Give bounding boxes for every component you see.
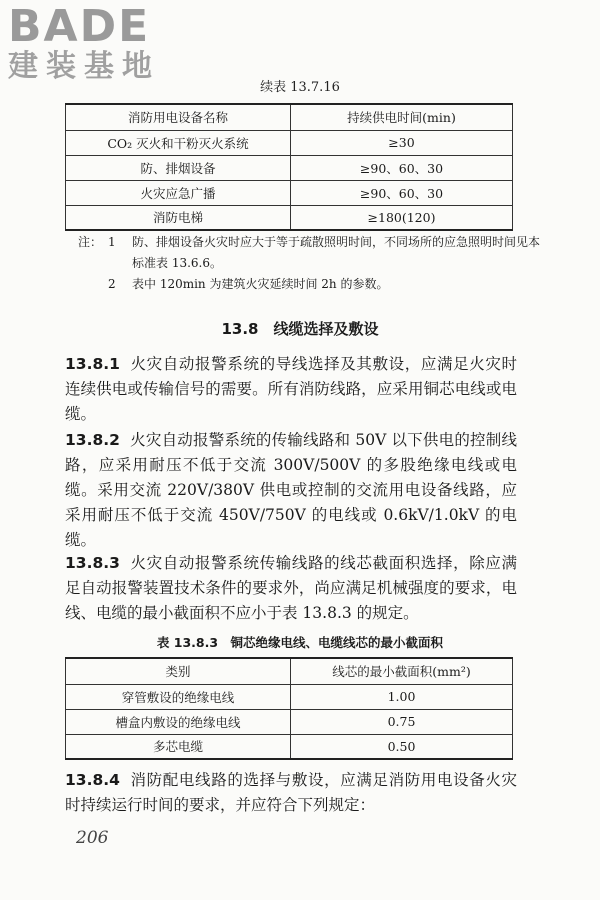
table-cell: 防、排烟设备 (66, 155, 291, 180)
table-row (66, 155, 513, 180)
clause-text: 消防配电线路的选择与敷设，应满足消防用电设备火灾时持续运行时间的要求，并应符合下列规定： (65, 771, 517, 814)
watermark-brand: BADE (8, 1, 151, 52)
table-cell: ≥90、60、30 (291, 180, 513, 205)
table-row (66, 684, 513, 709)
table-cell: 火灾应急广播 (66, 180, 291, 205)
table-header-cell: 线芯的最小截面积(mm²) (291, 658, 513, 684)
clause-number: 13.8.1 (65, 355, 120, 373)
note-lead: 注： (78, 235, 103, 249)
table-row (66, 130, 513, 155)
clause-13-8-4 (65, 768, 517, 818)
table-cell: 1.00 (291, 684, 513, 709)
clause-13-8-2 (65, 428, 517, 553)
clause-text: 火灾自动报警系统传输线路的线芯截面积选择，除应满足自动报警装置技术条件的要求外，尚应满足机械强度的要求，电线、电缆的最小截面积不应小于表 13.8.3 的规定。 (65, 554, 517, 622)
table-header-cell: 持续供电时间(min) (291, 104, 513, 130)
table-header-cell: 消防用电设备名称 (66, 104, 291, 130)
section-title: 13.8 线缆选择及敷设 (221, 320, 379, 338)
table-row (66, 709, 513, 734)
table2 (65, 657, 513, 760)
table-row (66, 205, 513, 230)
table-cell: CO₂ 灭火和干粉灭火系统 (66, 130, 291, 155)
table1 (65, 103, 513, 231)
table-row (66, 734, 513, 759)
table-cell: 消防电梯 (66, 205, 291, 230)
clause-text: 火灾自动报警系统的导线选择及其敷设，应满足火灾时连续供电或传输信号的需要。所有消防线路，应采用铜芯电线或电缆。 (65, 355, 517, 423)
table-cell: ≥30 (291, 130, 513, 155)
note-number: 1 (108, 235, 116, 249)
clause-13-8-3 (65, 551, 517, 626)
table-cell: ≥180(120) (291, 205, 513, 230)
table1-notes (78, 232, 548, 295)
note-text: 表中 120min 为建筑火灾延续时间 2h 的参数。 (132, 277, 389, 291)
clause-number: 13.8.4 (65, 771, 120, 789)
table2-caption: 表 13.8.3 铜芯绝缘电线、电缆线芯的最小截面积 (156, 635, 444, 650)
table-cell: 多芯电缆 (66, 734, 291, 759)
watermark-subtitle: 建装基地 (8, 49, 160, 84)
table-cell: 槽盒内敷设的绝缘电线 (66, 709, 291, 734)
clause-13-8-1 (65, 352, 517, 427)
page-number: 206 (76, 828, 109, 848)
clause-number: 13.8.2 (65, 431, 120, 449)
table-header-row (66, 104, 513, 130)
table-row (66, 180, 513, 205)
table1-caption: 续表 13.7.16 (260, 80, 340, 95)
note-text: 防、排烟设备火灾时应大于等于疏散照明时间，不同场所的应急照明时间见本标准表 13.6.6。 (132, 235, 541, 270)
clause-text: 火灾自动报警系统的传输线路和 50V 以下供电的控制线路，应采用耐压不低于交流 300V/500V 的多股绝缘电线或电缆。采用交流 220V/380V 供电或控制的交流用电设备线路，应采用耐压不低于交流 450V/750V 的电线或 0.6kV/1.0kV 的电缆。 (65, 431, 517, 549)
note-item (78, 232, 548, 274)
table-cell: 0.50 (291, 734, 513, 759)
table-header-cell: 类别 (66, 658, 291, 684)
table-header-row (66, 658, 513, 684)
clause-number: 13.8.3 (65, 554, 120, 572)
note-number: 2 (108, 277, 116, 291)
note-item (78, 274, 548, 295)
table-cell: 0.75 (291, 709, 513, 734)
watermark-logo (8, 1, 178, 84)
table-cell: ≥90、60、30 (291, 155, 513, 180)
table-cell: 穿管敷设的绝缘电线 (66, 684, 291, 709)
